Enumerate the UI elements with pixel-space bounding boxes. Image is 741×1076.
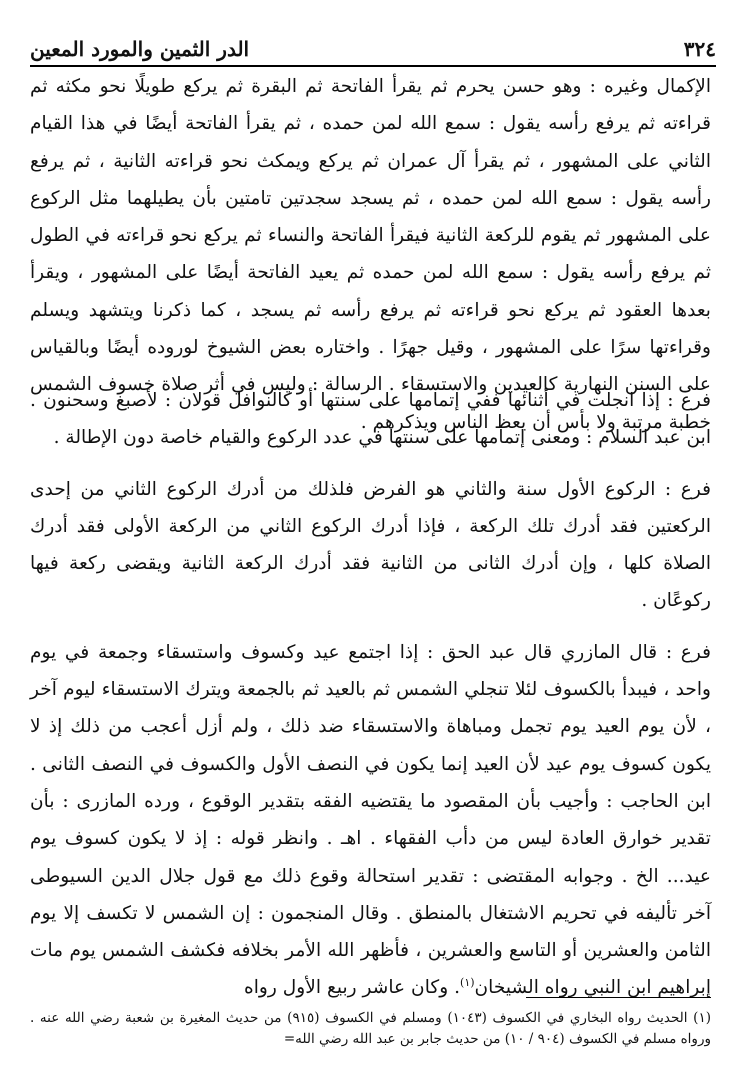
main-text <box>30 68 711 1007</box>
paragraph-2: فرع : إذا انجلت في أثنائها ففي إتمامها على سنتها أو كالنوافل قولان : لأصبغ وسحنون . ابن عبد السلام : ومعنى إتمامها على سنتها في عدد الركوع والقيام خاصة دون الإطالة . <box>30 390 711 449</box>
running-title: الدر الثمين والمورد المعين <box>30 37 250 61</box>
paragraph-3: فرع : الركوع الأول سنة والثاني هو الفرض فلذلك من أدرك الركوع الثاني من إحدى الركعتين فقد أدرك تلك الركعة ، فإذا أدرك الركوع الثاني من الركعة الأولى فقد أدرك الصلاة كلها ، وإن أدرك الثانى من الثانية فقد أدرك الركعة الثانية ويقضى ركعة فيها ركوعًان . <box>30 478 711 612</box>
footnote-separator <box>526 997 711 998</box>
page-header <box>30 32 716 67</box>
paragraph-1: الإكمال وغيره : وهو حسن يحرم ثم يقرأ الفاتحة ثم البقرة ثم يركع طويلًا نحو مكثه ثم قراءته ثم يرفع رأسه يقول : سمع الله لمن حمده ، ثم يقرأ الفاتحة أيضًا في هذا القيام الثاني على المشهور ، ثم يقرأ آل عمران ثم يركع ويمكث نحو قراءته الثانية ، ثم يرفع رأسه يقول : سمع الله لمن حمده ، ثم يسجد سجدتين تامتين بأن يطيلهما مثل الركوع على المشهور ثم يقوم للركعة الثانية فيقرأ الفاتحة والنساء ثم يركع نحو قراءته في الطول ثم يرفع رأسه يقول : سمع الله لمن حمده ثم يعيد الفاتحة أيضًا على المشهور ، ويقرأ بعدها العقود ثم يركع نحو قراءته ثم يرفع رأسه ثم يسجد ، كما ذكرنا ويتشهد ويسلم وقراءتها سرًا على المشهور ، وقيل جهرًا . واختاره بعض الشيوخ لوروده أيضًا وبالقياس على السنن النهارية كالعيدين والاستسقاء . الرسالة : وليس في أثر صلاة خسوف الشمس خطبة مرتبة ولا بأس أن يعظ الناس ويذكرهم . <box>30 76 711 433</box>
page-number: ٣٢٤ <box>683 37 716 61</box>
footnote-marker[interactable]: (١) <box>460 976 475 990</box>
paragraph-4 <box>30 634 711 1007</box>
paragraph-4-tail: . وكان عاشر ربيع الأول رواه <box>244 977 461 999</box>
footnote-1: (١) الحديث رواه البخاري في الكسوف (١٠٤٣) ومسلم في الكسوف (٩١٥) من حديث المغيرة بن شعبة رضي الله عنه . ورواه مسلم في الكسوف (٩٠٤ / ١٠) من حديث جابر بن عبد الله رضي الله= <box>30 1010 711 1047</box>
footnotes <box>30 1008 711 1050</box>
paragraph-4-text: فرع : قال المازري قال عبد الحق : إذا اجتمع عيد وكسوف واستسقاء وجمعة في يوم واحد ، فيبدأ بالكسوف لئلا تنجلي الشمس ثم بالعيد ثم بالجمعة ويترك الاستسقاء ليوم آخر ، لأن يوم العيد يوم تجمل ومباهاة والاستسقاء ضد ذلك ، ولم أزل أعجب من ذلك إذ لا يكون كسوف يوم عيد لأن العيد إنما يكون في النصف الأول والكسوف في النصف الثانى . ابن الحاجب : وأجيب بأن المقصود ما يقتضيه الفقه بتقدير الوقوع ، ورده المازرى : بأن تقدير خوارق العادة ليس من دأب الفقهاء . اهـ . وانظر قوله : إذ لا يكون كسوف يوم عيد... الخ . وجوابه المقتضى : تقدير استحالة وقوع ذلك مع قول جلال الدين السيوطى آخر تأليفه في تحريم الاشتغال بالمنطق . وقال المنجمون : إن الشمس لا تكسف إلا يوم الثامن والعشرين أو التاسع والعشرين ، فأظهر الله الأمر بخلافه فكشف الشمس يوم مات إبراهيم ابن النبي رواه الشيخان <box>30 641 711 999</box>
